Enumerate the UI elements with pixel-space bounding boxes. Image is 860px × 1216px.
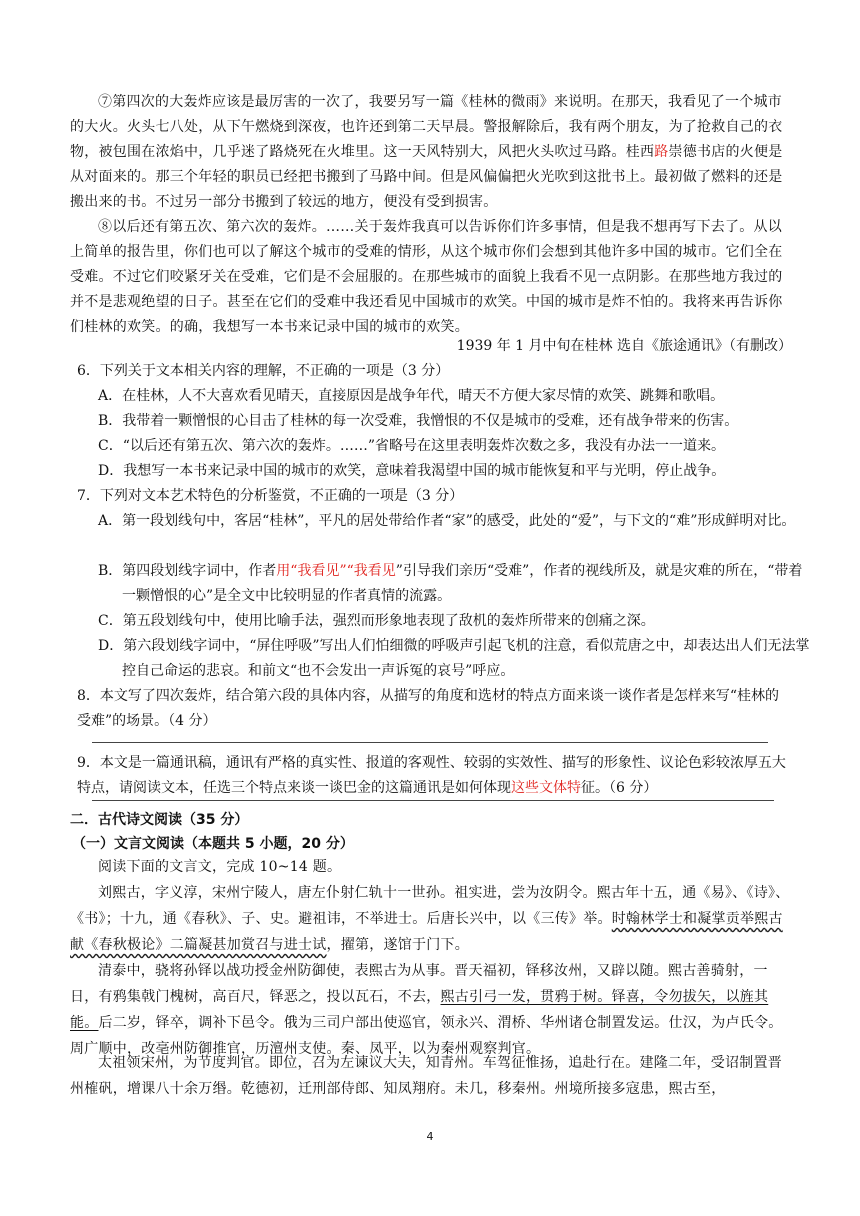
classical-paragraph-2-text-rest: 后二岁，铎卒，调补下邑令。俄为三司户部出使巡官，领永兴、渭桥、华州诸仓制置发运。仕汉，为卢氏令。周广顺中，改亳州防御推官，历澶州支使。秦、凤平，以为秦州观察判官。	[70, 1015, 783, 1057]
reading-instruction: 阅读下面的文言文，完成 10~14 题。	[98, 859, 342, 875]
question-9-text-rest: 征。（6 分）	[581, 780, 658, 796]
page-number: 4	[426, 1130, 434, 1143]
question-9-text: 9．本文是一篇通讯稿，通讯有严格的真实性、报道的客观性、较弱的实效性、描写的形象性、议论色彩较浓厚五大特点，请阅读文本，任选三个特点来谈一谈巴金的这篇通讯是如何体现	[77, 755, 786, 796]
question-7-option-d: D．第六段划线字词中，“屏住呼吸”写出人们怕细微的呼吸声引起飞机的注意，看似荒唐之中，却表达出人们无法掌控自己命运的悲哀。和前文“也不会发出一声诉冤的哀号”呼应。	[98, 638, 810, 679]
question-9-stem	[77, 751, 792, 801]
question-6-option-b: B．我带着一颗憎恨的心目击了桂林的每一次受难，我憎恨的不仅是城市的受难，还有战争带来的伤害。	[98, 413, 739, 429]
question-6-option-d: D．我想写一本书来记录中国的城市的欢笑，意味着我渴望中国的城市能恢复和平与光明，停止战争。	[98, 463, 726, 479]
passage-source: 1939 年 1 月中旬在桂林 选自《旅途通讯》（有删改）	[456, 338, 792, 354]
answer-line-q8	[92, 742, 768, 743]
passage-paragraph-8: ⑧以后还有第五次、第六次的轰炸。……关于轰炸我真可以告诉你们许多事情，但是我不想再写下去了。从以上简单的报告里，你们也可以了解这个城市的受难的情形，从这个城市你们会想到其他许多中国的城市。它们全在受难。不过它们咬紧牙关在受难，它们是不会屈服的。在那些城市的面貌上我看不见一点阴影。在那些地方我过的并不是悲观绝望的日子。甚至在它们的受难中我还看见中国城市的欢笑。中国的城市是炸不怕的。我将来再告诉你们桂林的欢笑。的确，我想写一本书来记录中国的城市的欢笑。	[70, 219, 783, 335]
classical-paragraph-2-text: 清泰中，骁将孙铎以战功授金州防御使，表熙古为从事。晋天福初，铎移汝州，又辟以随。熙古善骑射，一日，有鸦集戟门槐树，高百尺，铎恶之，投以瓦石，不去，	[70, 963, 768, 1005]
passage-paragraph-7	[70, 90, 792, 215]
question-9-red-text: 这些文体特	[511, 780, 581, 796]
answer-line-q9	[92, 800, 774, 801]
underlined-sentence: 熙古引弓一发，贯鸦于树。铎喜，令勿拔矢，以旌其能。	[70, 989, 769, 1031]
classical-paragraph-1-text-rest: ，擢第，遂馆于门下。	[326, 937, 469, 953]
paragraph-7-text-rest: 崇德书店的火便是从对面来的。那三个年轻的职员已经把书搬到了马路中间。但是风偏偏把火光吹到这批书上。最初做了燃料的还是搬出来的书。不过另一部分书搬到了较远的地方，便没有受到损害。	[70, 144, 783, 210]
question-7-option-b	[98, 559, 816, 609]
question-6-option-c: C．“以后还有第五次、第六次的轰炸。……”省略号在这里表明轰炸次数之多，我没有办法一一道来。	[98, 438, 726, 454]
red-marked-char: 路	[654, 144, 669, 160]
classical-paragraph-1	[70, 880, 792, 958]
question-7-option-a: A．第一段划线句中，客居“桂林”，平凡的居处带给作者“家”的感受，此处的“爱”，与下文的“难”形成鲜明对比。	[98, 513, 796, 529]
classical-paragraph-3: 太祖领宋州，为节度判官。即位，召为左谏议大夫，知青州。车驾征惟扬，追赴行在。建隆二年，受诏制置晋州榷矾，增课八十余万缗。乾德初，迁刑部侍郎、知凤翔府。未几，移秦州。州境所接多寇患，熙古至，	[70, 1055, 782, 1097]
option-b-red-text: 用“我看见”“我看见	[276, 563, 396, 579]
question-6-stem: 6．下列关于文本相关内容的理解，不正确的一项是（3 分）	[77, 363, 450, 379]
question-6-option-a: A．在桂林，人不大喜欢看见晴天，直接原因是战争年代，晴天不方便大家尽情的欢笑、跳舞和歌唱。	[98, 388, 725, 404]
classical-paragraph-1-text: 刘熙古，字义淳，宋州宁陵人，唐左仆射仁轨十一世孙。祖实进，尝为汝阴令。熙古年十五，通《易》、《诗》、《书》；十九，通《春秋》、子、史。避祖讳，不举进士。后唐长兴中，以《三传》举。	[70, 885, 790, 927]
classical-paragraph-2	[70, 958, 792, 1062]
question-8-stem: 8．本文写了四次轰炸，结合第六段的具体内容，从描写的角度和选材的特点方面来谈一谈作者是怎样来写“桂林的受难”的场景。（4 分）	[77, 688, 780, 729]
wavy-underlined-sentence: 时翰林学士和凝掌贡举熙古献《春秋极论》二篇凝甚加赏召与进士试	[70, 911, 783, 953]
option-b-text: B．第四段划线字词中，作者	[98, 563, 277, 579]
subsection-1-title: （一）文言文阅读（本题共 5 小题，20 分）	[72, 836, 354, 852]
question-7-option-c: C．第五段划线句中，使用比喻手法，强烈而形象地表现了敌机的轰炸所带来的创痛之深。	[98, 613, 655, 629]
option-b-text-rest: ”引导我们亲历“受难”，作者的视线所及，就是灾难的所在，“带着一颗憎恨的心”是全文中比较明显的作者真情的流露。	[122, 563, 803, 604]
paragraph-7-text: ⑦第四次的大轰炸应该是最厉害的一次了，我要另写一篇《桂林的微雨》来说明。在那天，我看见了一个城市的大火。火头七八处，从下午燃烧到深夜，也许还到第二天早晨。警报解除后，我有两个朋友，为了抢救自己的衣物，被包围在浓焰中，几乎迷了路烧死在火堆里。这一天风特别大，风把火头吹过马路。桂西	[70, 94, 783, 160]
question-7-stem: 7．下列对文本艺术特色的分析鉴赏，不正确的一项是（3 分）	[77, 488, 464, 504]
section-2-title: 二．古代诗文阅读（35 分）	[70, 812, 249, 828]
